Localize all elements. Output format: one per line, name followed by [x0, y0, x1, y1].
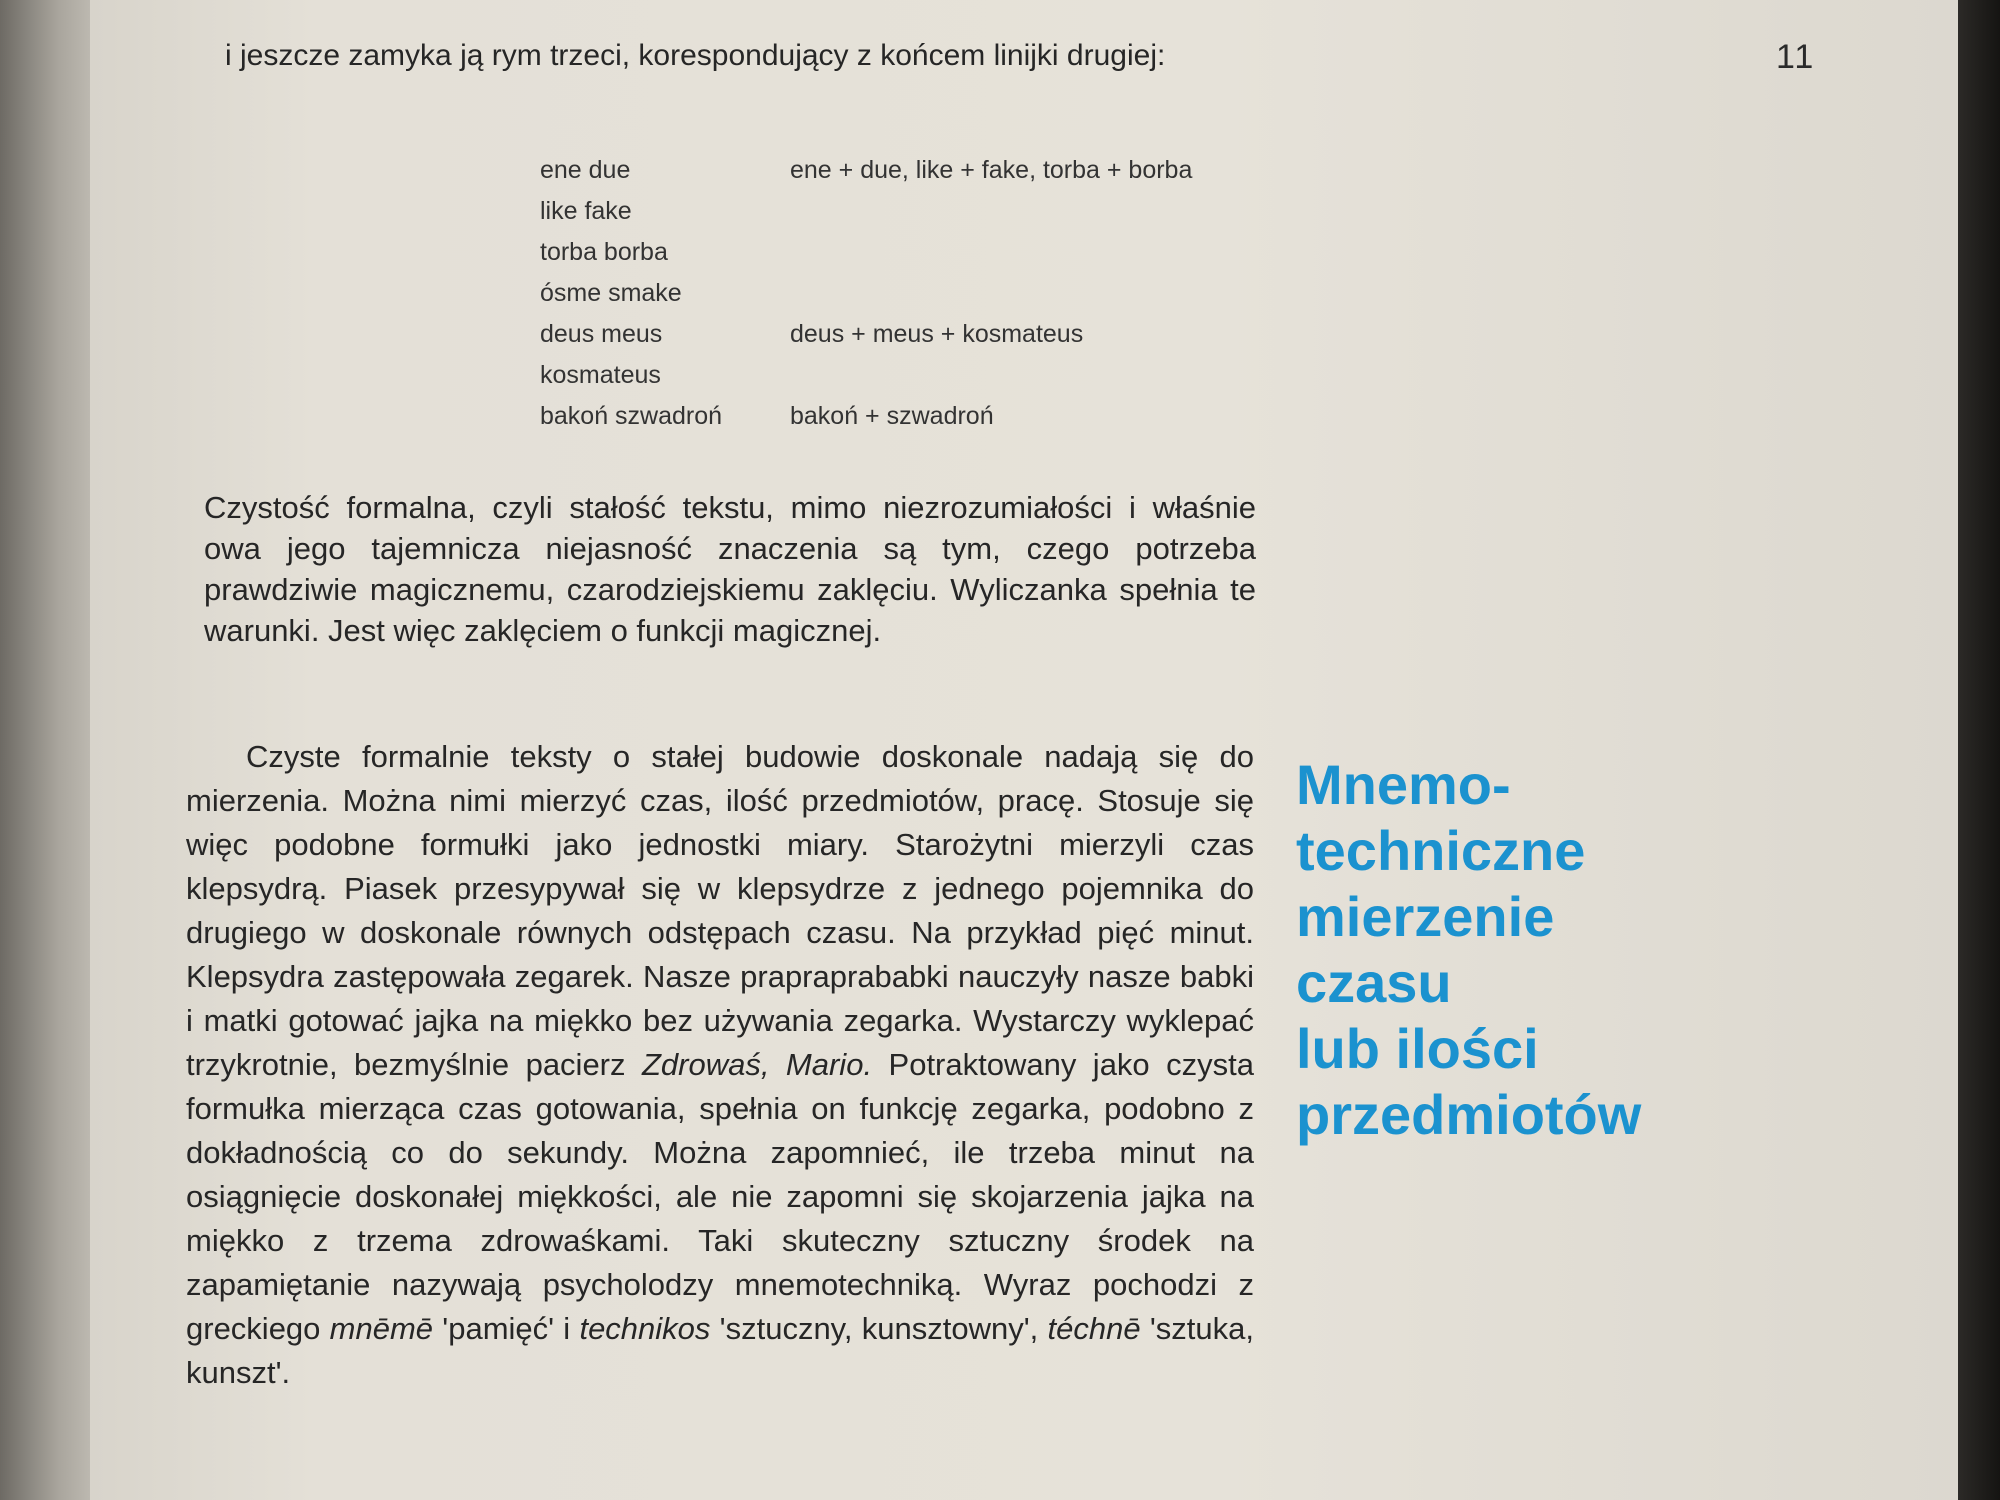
paragraph-text: 'sztuka, kunszt'.: [186, 1311, 1254, 1390]
rhyme-text: bakoń szwadroń: [540, 402, 723, 430]
rhyme-text: ósme smake: [540, 279, 682, 307]
rhyme-breakdown: ene + due, like + fake, torba + borba: [790, 156, 1193, 184]
rhyme-row: [540, 191, 1280, 232]
heading-line: przedmiotów: [1296, 1083, 1642, 1146]
margin-heading: [1296, 752, 1686, 1148]
rhyme-row: [540, 273, 1280, 314]
paragraph-measuring: [186, 735, 1254, 1395]
rhyme-breakdown: bakoń + szwadroń: [790, 402, 994, 430]
italic-term: Zdrowaś, Mario.: [641, 1047, 873, 1082]
paragraph-formal-purity: Czystość formalna, czyli stałość tekstu, mimo niezrozumiałości i właśnie owa jego tajemnicza niejasność znaczenia są tym, czego potrzeba prawdziwie magicznemu, czarodziejskiemu zaklęciu. Wyliczanka spełnia te warunki. Jest więc zaklęciem o funkcji magicznej.: [204, 490, 1256, 648]
paragraph-text: Potraktowany jako czysta formułka mierząca czas gotowania, spełnia on funkcję zegarka, podobno z dokładnością co do sekundy. Można zapomnieć, ile trzeba minut na osiągnięcie doskonałej miękkości, ale nie zapomni się skojarzenia jajka na miękko z trzema zdrowaśkami. Taki skuteczny sztuczny środek na zapamiętanie nazywają psycholodzy mnemotechniką. Wyraz pochodzi z greckiego: [186, 1047, 1254, 1346]
rhyme-breakdown: [790, 232, 1280, 273]
paragraph-text: Czyste formalnie teksty o stałej budowie doskonale nadają się do mierzenia. Można nimi mierzyć czas, ilość przedmiotów, pracę. Stosuje się więc podobne formułki jako jednostki miary. Starożytni mierzyli czas klepsydrą. Piasek przesypywał się w klepsydrze z jednego pojemnika do drugiego w doskonale równych odstępach czasu. Na przykład pięć minut. Klepsydra zastępowała zegarek. Nasze prapraprababki nauczyły nasze babki i matki gotować jajka na miękko bez używania zegarka. Wystarczy wyklepać trzykrotnie, bezmyślnie pacierz: [186, 739, 1254, 1082]
rhyme-list: [540, 150, 1280, 437]
page-number: 11: [1776, 38, 1816, 76]
rhyme-text: ene due: [540, 156, 631, 184]
rhyme-text: like fake: [540, 197, 632, 225]
rhyme-row: [540, 355, 1280, 396]
rhyme-breakdown: deus + meus + kosmateus: [790, 320, 1084, 348]
italic-term: mnēmē: [329, 1311, 434, 1346]
heading-line: Mnemo-: [1296, 753, 1511, 816]
heading-line: mierzenie: [1296, 885, 1555, 948]
rhyme-row: [540, 314, 1280, 355]
intro-sentence: i jeszcze zamyka ją rym trzeci, korespondujący z końcem linijki drugiej:: [225, 39, 1166, 72]
page-edge-shadow: [1958, 0, 2000, 1500]
rhyme-text: deus meus: [540, 320, 663, 348]
rhyme-row: [540, 396, 1280, 437]
italic-term: technikos: [579, 1311, 711, 1346]
paragraph-body: [186, 735, 1254, 1395]
rhyme-breakdown: [790, 273, 1280, 314]
rhyme-text: kosmateus: [540, 361, 661, 389]
heading-line: czasu: [1296, 951, 1452, 1014]
heading-line: techniczne: [1296, 819, 1586, 882]
paragraph-text: 'sztuczny, kunsztowny',: [719, 1311, 1039, 1346]
heading-line: lub ilości: [1296, 1017, 1539, 1080]
rhyme-breakdown: [790, 355, 1280, 396]
rhyme-breakdown: [790, 191, 1280, 232]
rhyme-row: [540, 150, 1280, 191]
italic-term: téchnē: [1047, 1311, 1141, 1346]
paragraph-text: 'pamięć' i: [442, 1311, 571, 1346]
rhyme-text: torba borba: [540, 238, 668, 266]
rhyme-row: [540, 232, 1280, 273]
